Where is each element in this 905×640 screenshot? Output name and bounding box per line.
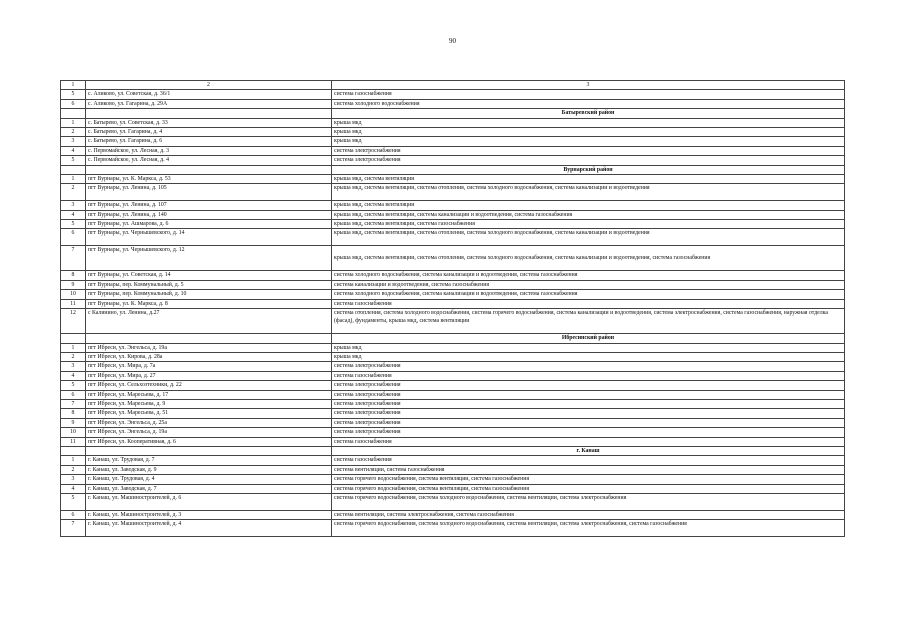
row-works: крыша мкд, система вентиляции, система отопления, система холодного водоснабжения, система канализации и водоотведения, система газоснабжения <box>332 246 845 271</box>
row-works: система электроснабжения <box>332 156 845 165</box>
row-number: 5 <box>61 381 86 390</box>
table-row <box>61 484 845 493</box>
table-row <box>61 290 845 299</box>
section-header-row <box>61 334 845 343</box>
row-address: пгт Вурнары, ул. К. Маркса, д. 8 <box>86 299 332 308</box>
row-number: 6 <box>61 99 86 108</box>
table-row <box>61 362 845 371</box>
table-row <box>61 280 845 289</box>
section-empty-cell <box>61 334 86 343</box>
row-works: крыша мкд <box>332 343 845 352</box>
row-address: г. Канаш, ул. Машиностроителей, д. 4 <box>86 520 332 537</box>
table-row <box>61 128 845 137</box>
row-address: пгт Вурнары, ул. Чернышевского, д. 14 <box>86 229 332 246</box>
row-address: г. Канаш, ул. Заводская, д. 9 <box>86 465 332 474</box>
row-address: г. Канаш, ул. Трудовая, д. 7 <box>86 456 332 465</box>
row-works: система горячего водоснабжения, система холодного водоснабжения, система вентиляции, система электроснабжения <box>332 494 845 511</box>
table-row <box>61 308 845 333</box>
row-works: система газоснабжения <box>332 90 845 99</box>
row-works: система отопления, система холодного водоснабжения, система горячего водоснабжения, система канализации и водоотведения, система электроснабжения, система газоснабжения, наружная отделка (фасад), фундаменты, крыша мкд, система вентиляции <box>332 308 845 333</box>
row-address: с. Батырево, ул. Гагарина, д. 6 <box>86 137 332 146</box>
table-body <box>61 81 845 537</box>
table-row <box>61 465 845 474</box>
row-works: система газоснабжения <box>332 437 845 446</box>
row-address: пгт Ибреси, ул. Маресьева, д. 9 <box>86 399 332 408</box>
row-works: система холодного водоснабжения, система канализации и водоотведения, система газоснабжения <box>332 271 845 280</box>
section-title: Батыревский район <box>332 109 845 118</box>
row-address: пгт Ибреси, ул. Энгельса, д. 25а <box>86 418 332 427</box>
table-row <box>61 371 845 380</box>
row-number: 1 <box>61 175 86 184</box>
section-title: Ибресинский район <box>332 334 845 343</box>
row-address: пгт Вурнары, ул. Ашмарова, д. 6 <box>86 220 332 229</box>
table-row <box>61 201 845 210</box>
row-address: г. Канаш, ул. Заводская, д. 7 <box>86 484 332 493</box>
row-works: система электроснабжения <box>332 390 845 399</box>
table-row <box>61 381 845 390</box>
section-empty-cell <box>86 109 332 118</box>
row-works: система вентиляции, система газоснабжения <box>332 465 845 474</box>
row-address: пгт Ибреси, ул. Мира, д. 7а <box>86 362 332 371</box>
row-address: с. Первомайское, ул. Лесная, д. 3 <box>86 146 332 155</box>
row-number: 2 <box>61 465 86 474</box>
row-works: крыша мкд <box>332 118 845 127</box>
row-works: крыша мкд <box>332 128 845 137</box>
row-address: пгт Вурнары, пер. Коммунальный, д. 5 <box>86 280 332 289</box>
row-number: 7 <box>61 246 86 271</box>
table-row <box>61 156 845 165</box>
table-row <box>61 175 845 184</box>
row-works: система электроснабжения <box>332 399 845 408</box>
section-empty-cell <box>86 446 332 455</box>
row-number: 6 <box>61 229 86 246</box>
row-address: г. Канаш, ул. Машиностроителей, д. 3 <box>86 510 332 519</box>
row-works: система газоснабжения <box>332 299 845 308</box>
row-address: пгт Ибреси, ул. Энгельса, д. 19а <box>86 343 332 352</box>
row-works: крыша мкд, система вентиляции <box>332 201 845 210</box>
row-address: с Калинино, ул. Ленина, д.27 <box>86 308 332 333</box>
row-number: 10 <box>61 290 86 299</box>
section-empty-cell <box>61 165 86 174</box>
header-cell-number: 1 <box>61 81 86 90</box>
row-number: 3 <box>61 362 86 371</box>
row-number: 1 <box>61 343 86 352</box>
row-works: крыша мкд, система вентиляции <box>332 175 845 184</box>
section-header-row <box>61 165 845 174</box>
table-row <box>61 99 845 108</box>
row-number: 1 <box>61 456 86 465</box>
row-address: с. Аликово, ул. Гагарина, д. 29А <box>86 99 332 108</box>
row-number: 12 <box>61 308 86 333</box>
row-works: система электроснабжения <box>332 418 845 427</box>
row-works: система газоснабжения <box>332 371 845 380</box>
row-number: 7 <box>61 399 86 408</box>
row-works: крыша мкд <box>332 137 845 146</box>
row-address: пгт Вурнары, ул. К. Маркса, д. 53 <box>86 175 332 184</box>
row-number: 3 <box>61 201 86 210</box>
row-address: пгт Ибреси, ул. Кооперативная, д. 6 <box>86 437 332 446</box>
section-empty-cell <box>86 165 332 174</box>
row-address: с. Аликово, ул. Советская, д. 36/1 <box>86 90 332 99</box>
row-number: 9 <box>61 418 86 427</box>
table-row <box>61 428 845 437</box>
table-row <box>61 418 845 427</box>
table-row <box>61 246 845 271</box>
table-row <box>61 475 845 484</box>
row-number: 5 <box>61 494 86 511</box>
row-number: 8 <box>61 409 86 418</box>
row-works: крыша мкд <box>332 352 845 361</box>
row-works: система электроснабжения <box>332 362 845 371</box>
table-row <box>61 220 845 229</box>
row-address: пгт Вурнары, ул. Ленина, д. 105 <box>86 184 332 201</box>
row-number: 1 <box>61 118 86 127</box>
row-number: 6 <box>61 510 86 519</box>
table-row <box>61 352 845 361</box>
row-number: 3 <box>61 475 86 484</box>
header-cell-works: 3 <box>332 81 845 90</box>
row-works: система газоснабжения <box>332 456 845 465</box>
row-works: система электроснабжения <box>332 409 845 418</box>
table-row <box>61 90 845 99</box>
row-address: пгт Вурнары, ул. Ленина, д. 107 <box>86 201 332 210</box>
row-works: система горячего водоснабжения, система вентиляции, система газоснабжения <box>332 484 845 493</box>
table-row <box>61 343 845 352</box>
table-row <box>61 118 845 127</box>
section-header-row <box>61 109 845 118</box>
section-header-row <box>61 446 845 455</box>
row-works: крыша мкд, система вентиляции, система отопления, система холодного водоснабжения, система канализации и водоотведения <box>332 184 845 201</box>
section-title: Вурнарский район <box>332 165 845 174</box>
row-works: крыша мкд, система вентиляции, система газоснабжения <box>332 220 845 229</box>
row-address: пгт Ибреси, ул. Маресьева, д. 51 <box>86 409 332 418</box>
section-empty-cell <box>61 446 86 455</box>
row-number: 2 <box>61 352 86 361</box>
row-works: система холодного водоснабжения <box>332 99 845 108</box>
row-address: пгт Ибреси, ул. Кирова, д. 28а <box>86 352 332 361</box>
table-row <box>61 390 845 399</box>
table-row <box>61 399 845 408</box>
row-address: г. Канаш, ул. Машиностроителей, д. 6 <box>86 494 332 511</box>
row-works: крыша мкд, система вентиляции, система отопления, система холодного водоснабжения, система канализации и водоотведения <box>332 229 845 246</box>
row-number: 4 <box>61 146 86 155</box>
table-row <box>61 409 845 418</box>
section-empty-cell <box>86 334 332 343</box>
row-address: с. Батырево, ул. Советская, д. 33 <box>86 118 332 127</box>
table-row <box>61 510 845 519</box>
row-works: система канализации и водоотведения, система газоснабжения <box>332 280 845 289</box>
row-works: крыша мкд, система вентиляции, система канализации и водоотведения, система газоснабжения <box>332 210 845 219</box>
row-works: система вентиляции, система электроснабжения, система газоснабжения <box>332 510 845 519</box>
row-address: с. Первомайское, ул. Лесная, д. 4 <box>86 156 332 165</box>
row-works: система электроснабжения <box>332 146 845 155</box>
row-address: с. Батырево, ул. Гагарина, д. 4 <box>86 128 332 137</box>
row-works: система холодного водоснабжения, система канализации и водоотведения, система газоснабжения <box>332 290 845 299</box>
header-cell-address: 2 <box>86 81 332 90</box>
row-address: пгт Ибреси, ул. Маресьева, д. 17 <box>86 390 332 399</box>
row-number: 2 <box>61 128 86 137</box>
row-number: 11 <box>61 299 86 308</box>
row-works: система горячего водоснабжения, система холодного водоснабжения, система вентиляции, система электроснабжения, система газоснабжения <box>332 520 845 537</box>
row-number: 9 <box>61 280 86 289</box>
row-address: пгт Вурнары, ул. Советская, д. 14 <box>86 271 332 280</box>
section-empty-cell <box>61 109 86 118</box>
row-number: 8 <box>61 271 86 280</box>
table-row <box>61 229 845 246</box>
table-row <box>61 271 845 280</box>
row-number: 6 <box>61 390 86 399</box>
row-address: г. Канаш, ул. Трудовая, д. 4 <box>86 475 332 484</box>
row-number: 5 <box>61 220 86 229</box>
table-row <box>61 184 845 201</box>
row-address: пгт Вурнары, ул. Ленина, д. 140 <box>86 210 332 219</box>
row-number: 4 <box>61 371 86 380</box>
table-row <box>61 299 845 308</box>
row-number: 5 <box>61 156 86 165</box>
page-number: 90 <box>449 37 456 45</box>
table-row <box>61 437 845 446</box>
row-address: пгт Вурнары, ул. Чернышевского, д. 12 <box>86 246 332 271</box>
table-header-row <box>61 81 845 90</box>
row-address: пгт Ибреси, ул. Энгельса, д. 19а <box>86 428 332 437</box>
row-works: система электроснабжения <box>332 381 845 390</box>
row-address: пгт Вурнары, пер. Коммунальный, д. 10 <box>86 290 332 299</box>
table-row <box>61 494 845 511</box>
row-address: пгт Ибреси, ул. Мира, д. 27 <box>86 371 332 380</box>
repair-register-table <box>60 80 845 537</box>
row-number: 4 <box>61 210 86 219</box>
row-number: 4 <box>61 484 86 493</box>
table-row <box>61 456 845 465</box>
row-works: система горячего водоснабжения, система вентиляции, система газоснабжения <box>332 475 845 484</box>
table-row <box>61 146 845 155</box>
row-number: 11 <box>61 437 86 446</box>
row-number: 5 <box>61 90 86 99</box>
row-number: 2 <box>61 184 86 201</box>
row-number: 7 <box>61 520 86 537</box>
table-row <box>61 210 845 219</box>
section-title: г. Канаш <box>332 446 845 455</box>
table-row <box>61 137 845 146</box>
table-row <box>61 520 845 537</box>
row-address: пгт Ибреси, ул. Сельхозтехники, д. 22 <box>86 381 332 390</box>
row-number: 3 <box>61 137 86 146</box>
row-number: 10 <box>61 428 86 437</box>
row-works: система электроснабжения <box>332 428 845 437</box>
